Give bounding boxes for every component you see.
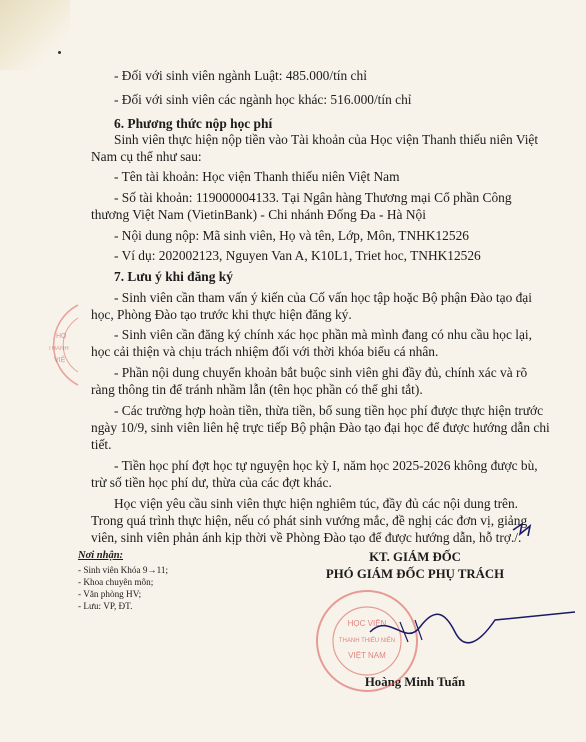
note-4-line3: tiết. [91, 437, 112, 452]
note-3-line1: - Phần nội dung chuyển khoản bắt buộc sinh viên ghi đầy đủ, chính xác và rõ [114, 365, 528, 380]
paper-corner-shading [0, 0, 70, 70]
signature-title-line1: KT. GIÁM ĐỐC [369, 550, 461, 564]
section-6-heading: 6. Phương thức nộp học phí [114, 116, 273, 131]
note-4-line1: - Các trường hợp hoàn tiền, thừa tiền, bổ sung tiền học phí được thực hiện trước [114, 403, 544, 418]
closing-line1: Học viện yêu cầu sinh viên thực hiện nghiêm túc, đầy đủ các nội dung trên. [114, 496, 519, 511]
section-7-heading: 7. Lưu ý khi đăng ký [114, 269, 233, 284]
note-1-line2: học, Phòng Đào tạo trước khi thực hiện đăng ký. [91, 307, 352, 322]
recipient-item: - Sinh viên Khóa 9→11; [78, 565, 168, 575]
svg-text:HỌ: HỌ [56, 333, 67, 340]
note-4-line2: ngày 10/9, sinh viên liên hệ trực tiếp Bộ phận Đào tạo đại học để được hướng dẫn chi [91, 420, 550, 435]
bullet-mark [58, 51, 61, 54]
recipients-title: Nơi nhận: [78, 550, 124, 561]
fee-line-other: - Đối với sinh viên các ngành học khác: 516.000/tín chỉ [114, 92, 412, 107]
note-2-line2: học cải thiện và chịu trách nhiệm đối với thời khóa biểu cá nhân. [91, 344, 439, 359]
svg-text:THANH: THANH [48, 346, 69, 352]
svg-text:VIỆT NAM: VIỆT NAM [348, 651, 386, 660]
section-6-intro-line2: Nam cụ thể như sau: [91, 149, 202, 164]
section-6-intro-line1: Sinh viên thực hiện nộp tiền vào Tài khoản của Học viện Thanh thiếu niên Việt [114, 132, 539, 147]
recipients-block [78, 550, 168, 612]
account-name: - Tên tài khoản: Học viện Thanh thiếu niên Việt Nam [114, 169, 400, 184]
account-number-line1: - Số tài khoản: 119000004133. Tại Ngân hàng Thương mại Cổ phần Công [114, 190, 512, 205]
note-1-line1: - Sinh viên cần tham vấn ý kiến của Cố vấn học tập hoặc Bộ phận Đào tạo đại [114, 290, 532, 305]
note-3-line2: ràng thông tin để tránh nhầm lẫn (tên học phần có thể ghi tắt). [91, 382, 423, 397]
signature-title-line2: PHÓ GIÁM ĐỐC PHỤ TRÁCH [325, 567, 505, 581]
svg-text:VIỆ: VIỆ [54, 357, 66, 364]
account-number-line2: thương Việt Nam (VietinBank) - Chi nhánh Đống Đa - Hà Nội [91, 207, 426, 222]
signer-name: Hoàng Minh Tuấn [364, 675, 466, 689]
handwritten-signature [360, 592, 580, 662]
fee-line-law: - Đối với sinh viên ngành Luật: 485.000/tín chỉ [114, 68, 367, 83]
note-5-line2: trừ số tiền học phí dư, thừa của các đợt khác. [91, 475, 332, 490]
note-5-line1: - Tiền học phí đợt học tự nguyện học kỳ I, năm học 2025-2026 không được bù, [114, 458, 538, 473]
svg-text:THANH THIẾU NIÊN: THANH THIẾU NIÊN [338, 638, 396, 644]
svg-text:HỌC VIỆN: HỌC VIỆN [347, 619, 387, 628]
transfer-content: - Nội dung nộp: Mã sinh viên, Họ và tên, Lớp, Môn, TNHK12526 [114, 228, 469, 243]
pen-mark [510, 518, 538, 540]
recipient-item: - Lưu: VP, ĐT. [78, 601, 133, 611]
note-2-line1: - Sinh viên cần đăng ký chính xác học phần mà mình đang có nhu cầu học lại, [114, 327, 532, 342]
closing-line2: Trong quá trình thực hiện, nếu có phát sinh vướng mắc, đề nghị các đơn vị, giảng [91, 513, 528, 528]
recipient-item: - Văn phòng HV; [78, 589, 142, 599]
official-stamp-left-partial [18, 300, 82, 390]
closing-line3: viên, sinh viên phản ánh kịp thời về Phòng Đào tạo để được hướng dẫn, hỗ trợ./. [91, 530, 522, 545]
transfer-example: - Ví dụ: 202002123, Nguyen Van A, K10L1, Triet hoc, TNHK12526 [114, 248, 481, 263]
recipient-item: - Khoa chuyên môn; [78, 577, 154, 587]
